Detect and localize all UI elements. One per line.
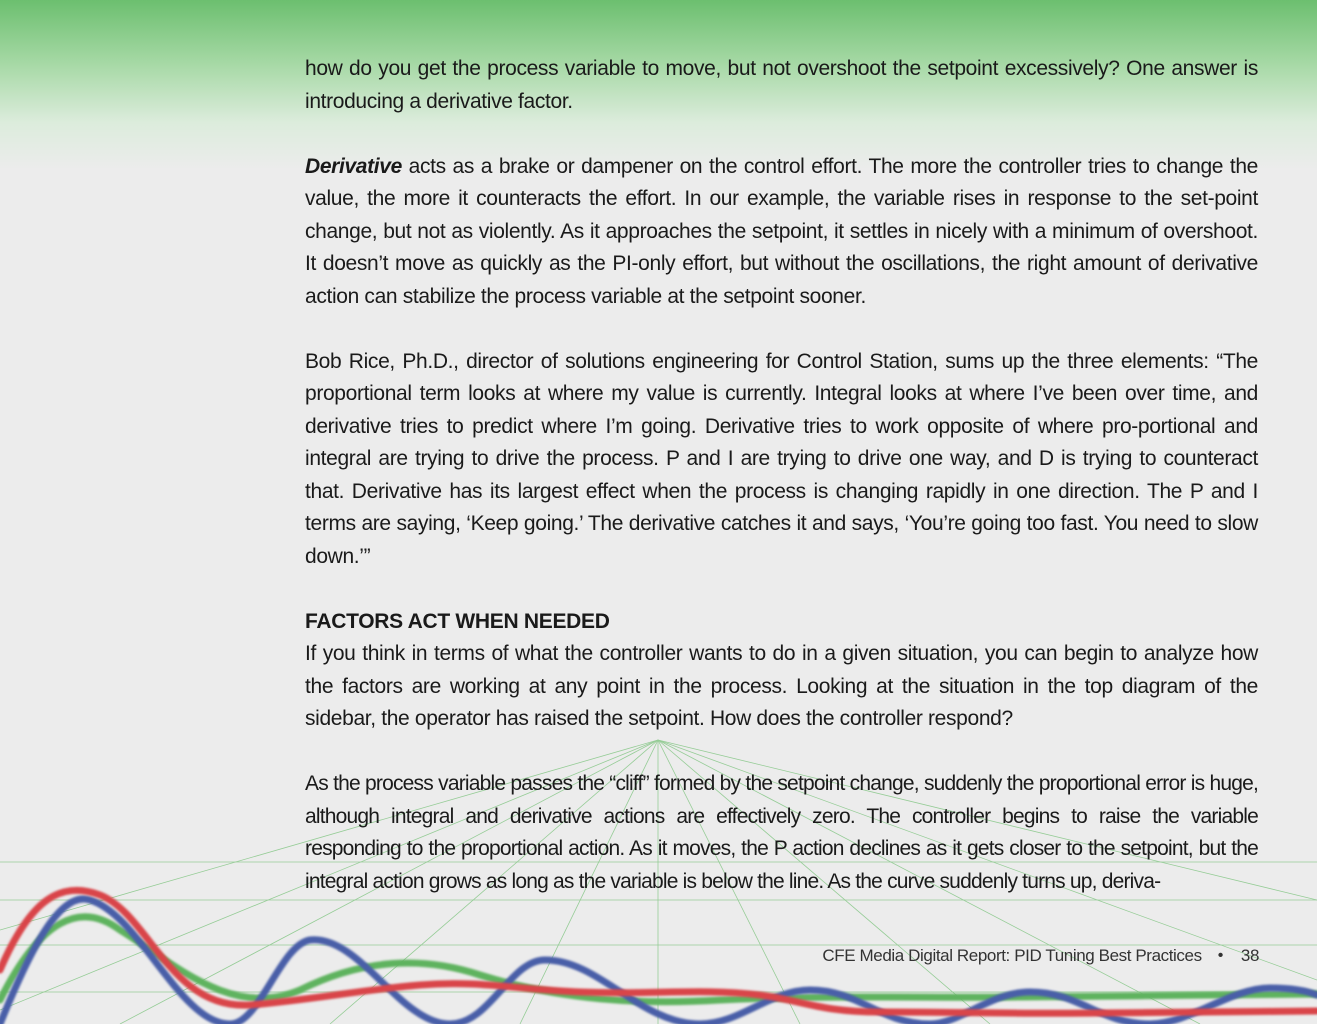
- paragraph-cliff-explanation: As the process variable passes the “cliff” formed by the setpoint change, suddenly the proportional error is huge, although integral and derivative actions are effectively zero. The controller begins to raise the variable responding to the proportional action. As it moves, the P action declines as it gets closer to the setpoint, but the integral action grows as long as the variable is below the line. As the curve suddenly turns up, deriva-: [305, 772, 1258, 893]
- page-number: 38: [1240, 946, 1259, 965]
- footer-separator: •: [1217, 947, 1223, 964]
- page-footer: [822, 945, 1259, 967]
- paragraph-derivative: [305, 151, 1258, 314]
- paragraph-bob-rice-quote: Bob Rice, Ph.D., director of solutions engineering for Control Station, sums up the three elements: “The proportional term looks at where my value is currently. Integral looks at where I’ve been over time, and derivative tries to predict where I’m going. Derivative tries to work opposite of where pro-portional and integral are trying to drive the process. P and I are trying to drive one way, and D is trying to counteract that. Derivative has its largest effect when the process is changing rapidly in one direction. The P and I terms are saying, ‘Keep going.’ The derivative catches it and says, ‘You’re going too fast. You need to slow down.’”: [305, 349, 1258, 568]
- section-heading: FACTORS ACT WHEN NEEDED: [305, 609, 610, 633]
- paragraph-setpoint-intro: how do you get the process variable to move, but not overshoot the setpoint excessively? One answer is introducing a derivative factor.: [305, 57, 1258, 113]
- derivative-text: acts as a brake or dampener on the control effort. The more the controller tries to change the value, the more it counteracts the effort. In our example, the variable rises in response to the set-point change, but not as violently. As it approaches the setpoint, it settles in nicely with a minimum of overshoot. It doesn’t move as quickly as the PI-only effort, but without the oscillations, the right amount of derivative action can stabilize the process variable at the setpoint sooner.: [305, 154, 1258, 308]
- paragraph-controller-analysis: If you think in terms of what the controller wants to do in a given situation, you can begin to analyze how the factors are working at any point in the process. Looking at the situation in the top diagram of the sidebar, the operator has raised the setpoint. How does the controller respond?: [305, 642, 1258, 730]
- article-body: [305, 53, 1258, 898]
- footer-report-title: CFE Media Digital Report: PID Tuning Best Practices: [822, 946, 1202, 965]
- derivative-term: Derivative: [305, 154, 402, 178]
